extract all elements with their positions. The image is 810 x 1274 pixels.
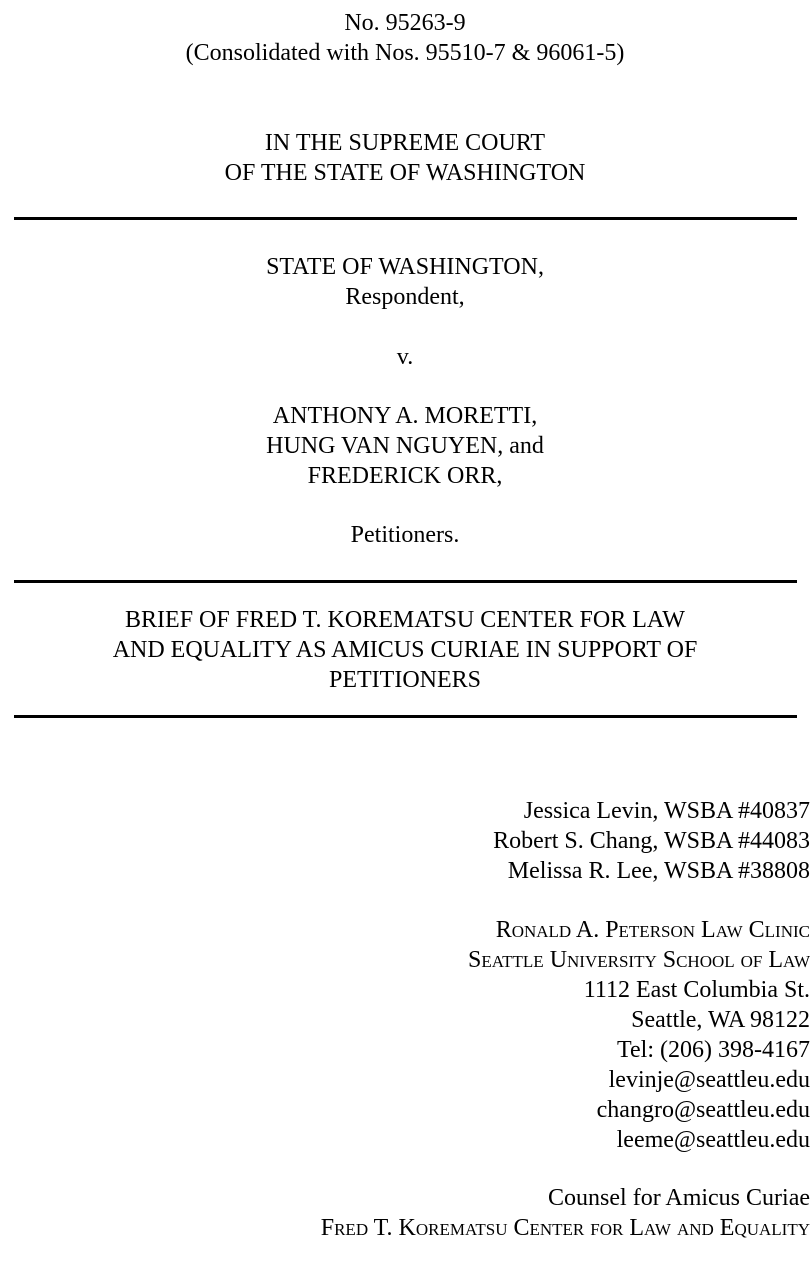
case-header [0, 8, 810, 68]
counsel-block [0, 1183, 810, 1243]
phone-number: Tel: (206) 398-4167 [617, 1037, 810, 1063]
city-state-zip: Seattle, WA 98122 [631, 1007, 810, 1033]
petitioner-name: ANTHONY A. MORETTI, [272, 403, 538, 429]
school-name: Seattle University School of Law [468, 947, 810, 973]
petitioner-name: HUNG VAN NGUYEN, and [266, 433, 544, 459]
email-address: leeme@seattleu.edu [616, 1127, 810, 1153]
attorney-list [0, 796, 810, 886]
divider-2 [14, 580, 797, 583]
petitioners-role: Petitioners. [350, 522, 460, 548]
email-address: levinje@seattleu.edu [608, 1067, 810, 1093]
brief-title [0, 605, 810, 695]
email-address: changro@seattleu.edu [596, 1097, 810, 1123]
street-address: 1112 East Columbia St. [583, 977, 810, 1003]
consolidated-note: (Consolidated with Nos. 95510-7 & 96061-5) [185, 40, 625, 66]
versus [0, 342, 810, 372]
respondent-role: Respondent, [345, 284, 465, 310]
petitioners-role-block [0, 520, 810, 550]
clinic-name: Ronald A. Peterson Law Clinic [495, 917, 810, 943]
court-name [0, 128, 810, 188]
versus-text: v. [396, 344, 414, 370]
respondent-block [0, 252, 810, 312]
divider-3 [14, 715, 797, 718]
petitioners-block [0, 401, 810, 491]
case-number: No. 95263-9 [344, 10, 466, 36]
brief-title-line-1: BRIEF OF FRED T. KOREMATSU CENTER FOR LAW [125, 607, 685, 633]
respondent-name: STATE OF WASHINGTON, [266, 254, 544, 280]
brief-title-line-3: PETITIONERS [329, 667, 481, 693]
clinic-address [0, 915, 810, 1155]
divider-1 [14, 217, 797, 220]
petitioner-name: FREDERICK ORR, [307, 463, 503, 489]
brief-title-line-2: AND EQUALITY AS AMICUS CURIAE IN SUPPORT OF [112, 637, 698, 663]
counsel-organization: Fred T. Korematsu Center for Law and Equality [320, 1215, 810, 1241]
attorney-name: Jessica Levin, WSBA #40837 [523, 798, 810, 824]
attorney-name: Robert S. Chang, WSBA #44083 [493, 828, 810, 854]
attorney-name: Melissa R. Lee, WSBA #38808 [507, 858, 810, 884]
counsel-role: Counsel for Amicus Curiae [548, 1185, 810, 1211]
court-line-1: IN THE SUPREME COURT [264, 130, 546, 156]
court-line-2: OF THE STATE OF WASHINGTON [224, 160, 586, 186]
